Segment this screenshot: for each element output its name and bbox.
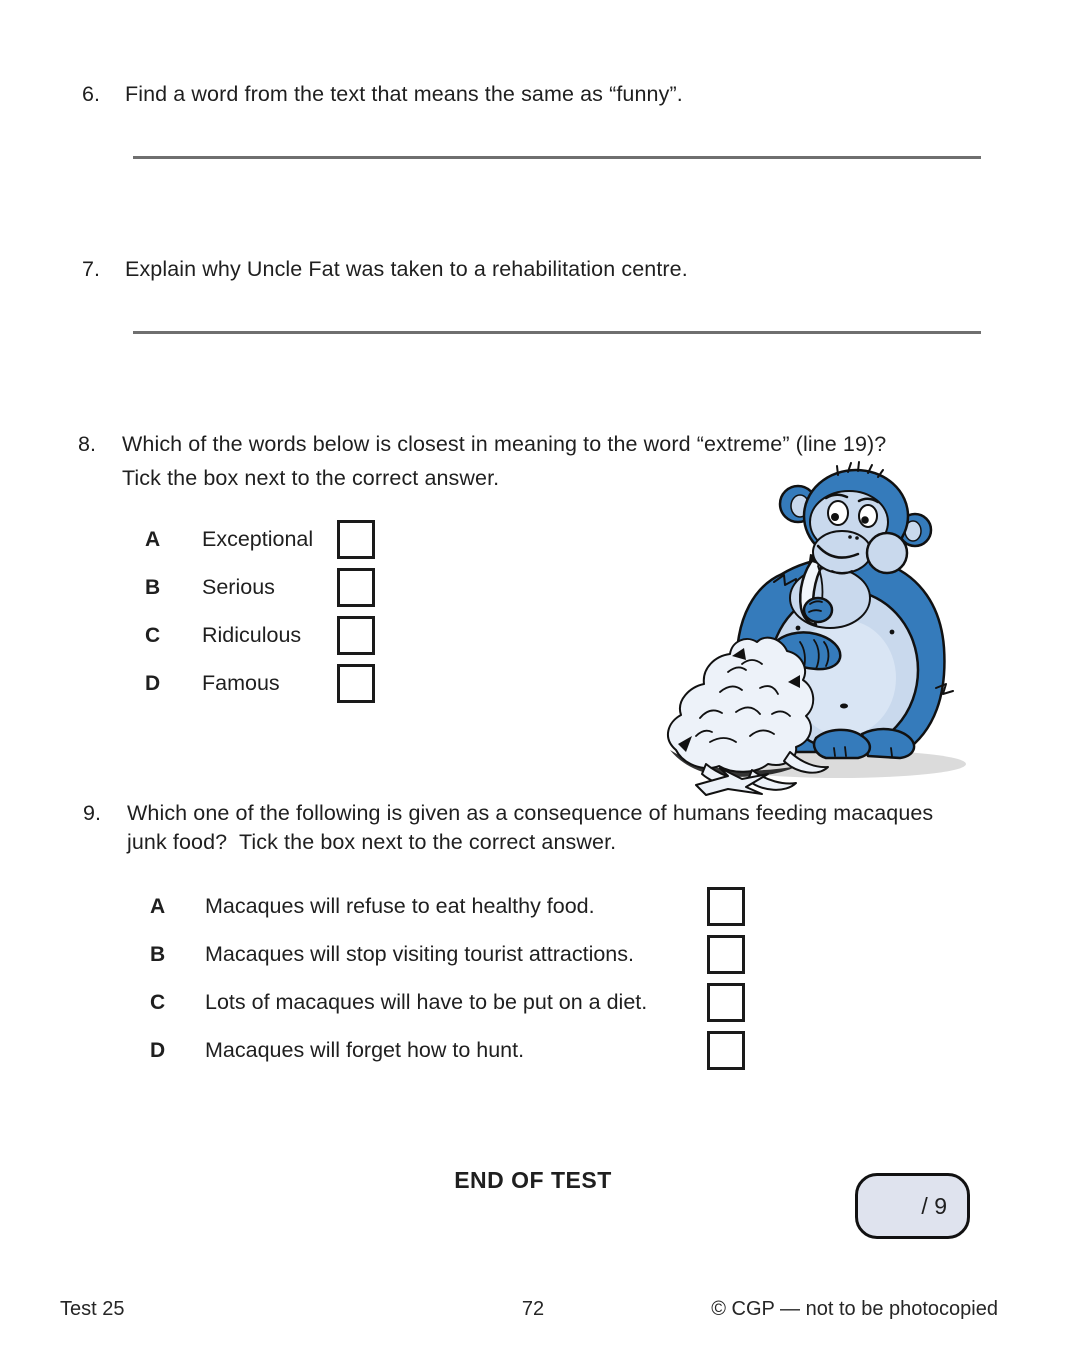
q8-option-d-letter: D [145,672,161,695]
q9-option-b-letter: B [150,943,166,966]
end-of-test-label: END OF TEST [454,1167,612,1193]
monkey-eating-banana-drawing [648,450,983,798]
monkey-head [780,462,931,574]
q8-option-d-checkbox[interactable] [337,664,375,703]
q9-option-b-label: Macaques will stop visiting tourist attractions. [205,942,634,966]
question-7-number: 7. [82,257,100,281]
q9-option-d-letter: D [150,1039,166,1062]
q8-option-b-label: Serious [202,575,275,599]
q9-option-b-checkbox[interactable] [707,935,745,974]
q8-option-b-checkbox[interactable] [337,568,375,607]
question-9-text-line1: Which one of the following is given as a consequence of humans feeding macaques [127,801,934,825]
footer-test-label: Test 25 [60,1298,125,1320]
question-9-text-line2: junk food? Tick the box next to the correct answer. [127,830,617,854]
q8-option-c-letter: C [145,624,161,647]
q8-option-a-checkbox[interactable] [337,520,375,559]
q9-option-a-checkbox[interactable] [707,887,745,926]
q8-option-b-letter: B [145,576,161,599]
q8-option-a-letter: A [145,528,161,551]
question-7-text: Explain why Uncle Fat was taken to a rehabilitation centre. [125,257,688,281]
question-6-text: Find a word from the text that means the same as “funny”. [125,82,683,106]
q8-option-a-label: Exceptional [202,527,314,551]
q9-option-c-letter: C [150,991,166,1014]
monkey-illustration [648,450,983,798]
q8-option-c-checkbox[interactable] [337,616,375,655]
question-8-number: 8. [78,432,96,456]
question-6-answer-line[interactable] [133,156,981,159]
q9-option-c-checkbox[interactable] [707,983,745,1022]
monkey-feet [814,729,914,758]
q8-option-d-label: Famous [202,671,280,695]
footer-copyright: © CGP — not to be photocopied [711,1298,998,1320]
footer-page-number: 72 [521,1298,545,1320]
q8-option-c-label: Ridiculous [202,623,302,647]
q9-option-d-checkbox[interactable] [707,1031,745,1070]
q9-option-a-label: Macaques will refuse to eat healthy food. [205,894,595,918]
score-box [855,1173,970,1239]
question-6-number: 6. [82,82,100,106]
question-8-text-line1: Which of the words below is closest in meaning to the word “extreme” (line 19)? [122,432,887,456]
q9-option-d-label: Macaques will forget how to hunt. [205,1038,525,1062]
score-box-value: / 9 [921,1192,947,1219]
question-8-text-line2: Tick the box next to the correct answer. [122,466,500,490]
q9-option-c-label: Lots of macaques will have to be put on a diet. [205,990,648,1014]
question-7-answer-line[interactable] [133,331,981,334]
question-9-number: 9. [83,801,101,825]
q9-option-a-letter: A [150,895,166,918]
